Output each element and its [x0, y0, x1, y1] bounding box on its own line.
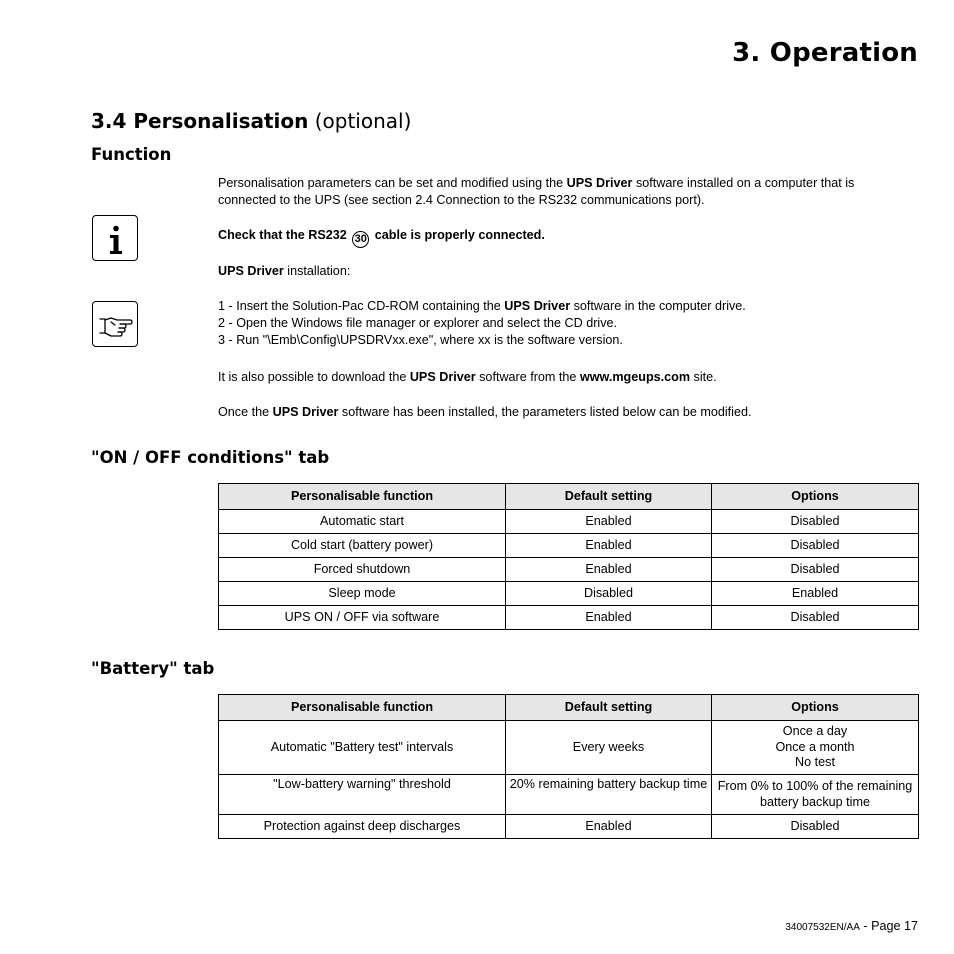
table-row	[219, 721, 919, 775]
section-title-main: 3.4 Personalisation	[91, 109, 309, 133]
step-1: 1 - Insert the Solution-Pac CD-ROM containing the	[218, 299, 505, 313]
table-cell: Enabled	[506, 534, 712, 558]
check-text-cont: cable is properly connected.	[374, 228, 545, 242]
table-cell: 20% remaining battery backup time	[506, 775, 712, 815]
table-cell: Sleep mode	[219, 582, 506, 606]
table-cell: Disabled	[712, 606, 919, 630]
once-bold: UPS Driver	[272, 405, 339, 419]
table-cell: Disabled	[712, 815, 919, 839]
table-row	[219, 606, 919, 630]
table-cell: Enabled	[506, 606, 712, 630]
download-text: It is also possible to download the	[218, 370, 410, 384]
download-text-end: site.	[690, 370, 717, 384]
battery-table	[218, 694, 919, 839]
table-cell: Enabled	[712, 582, 919, 606]
onoff-heading: "ON / OFF conditions" tab	[91, 448, 330, 467]
column-header: Options	[712, 484, 919, 510]
table-cell: Disabled	[506, 582, 712, 606]
info-icon	[92, 215, 138, 261]
intro-paragraph	[218, 175, 854, 209]
page-footer	[785, 919, 918, 933]
table-row	[219, 534, 919, 558]
once-text: Once the	[218, 405, 273, 419]
battery-heading: "Battery" tab	[91, 659, 215, 678]
table-cell: Forced shutdown	[219, 558, 506, 582]
column-header: Options	[712, 695, 919, 721]
install-steps	[218, 298, 746, 349]
reference-number-badge: 30	[352, 231, 369, 248]
table-row	[219, 558, 919, 582]
column-header: Personalisable function	[219, 484, 506, 510]
section-title-optional: (optional)	[314, 109, 412, 133]
table-cell: UPS ON / OFF via software	[219, 606, 506, 630]
table-row	[219, 775, 919, 815]
once-paragraph	[218, 404, 751, 421]
section-title	[91, 109, 411, 133]
intro-bold: UPS Driver	[566, 176, 633, 190]
intro-line2: connected to the UPS (see section 2.4 Connection to the RS232 communications port).	[218, 193, 705, 207]
function-heading: Function	[91, 145, 172, 164]
table-cell: Automatic "Battery test" intervals	[219, 721, 506, 775]
table-cell: Enabled	[506, 558, 712, 582]
table-cell: Automatic start	[219, 510, 506, 534]
chapter-title: 3. Operation	[732, 38, 918, 68]
table-cell: Every weeks	[506, 721, 712, 775]
install-heading	[218, 263, 350, 280]
check-text: Check that the RS232	[218, 228, 347, 242]
step-3: 3 - Run "\Emb\Config\UPSDRVxx.exe", where xx is the software version.	[218, 333, 623, 347]
step-1-cont: software in the computer drive.	[570, 299, 746, 313]
table-cell: Protection against deep discharges	[219, 815, 506, 839]
intro-text-cont: software installed on a computer that is	[632, 176, 855, 190]
intro-text: Personalisation parameters can be set and modified using the	[218, 176, 567, 190]
table-cell: Disabled	[712, 510, 919, 534]
column-header: Default setting	[506, 484, 712, 510]
table-row	[219, 582, 919, 606]
download-text-cont: software from the	[475, 370, 580, 384]
table-cell: Disabled	[712, 558, 919, 582]
table-header-row	[219, 695, 919, 721]
step-1-bold: UPS Driver	[504, 299, 571, 313]
pointing-hand-icon	[92, 301, 138, 347]
table-cell: Once a day Once a month No test	[712, 721, 919, 775]
column-header: Default setting	[506, 695, 712, 721]
table-header-row	[219, 484, 919, 510]
page-number: - Page 17	[859, 919, 918, 933]
table-cell: From 0% to 100% of the remaining battery backup time	[712, 775, 919, 815]
table-cell: "Low-battery warning" threshold	[219, 775, 506, 815]
document-code: 34007532EN/AA	[785, 922, 860, 933]
table-cell: Cold start (battery power)	[219, 534, 506, 558]
table-cell: Enabled	[506, 815, 712, 839]
install-heading-bold: UPS Driver	[218, 264, 284, 278]
website-link[interactable]: www.mgeups.com	[579, 370, 691, 384]
install-heading-text: installation:	[283, 264, 351, 278]
once-text-cont: software has been installed, the parameters listed below can be modified.	[338, 405, 752, 419]
onoff-table	[218, 483, 919, 630]
download-bold: UPS Driver	[409, 370, 476, 384]
table-cell: Enabled	[506, 510, 712, 534]
column-header: Personalisable function	[219, 695, 506, 721]
step-2: 2 - Open the Windows file manager or explorer and select the CD drive.	[218, 316, 617, 330]
table-row	[219, 510, 919, 534]
download-paragraph	[218, 369, 717, 386]
check-paragraph	[218, 227, 545, 248]
table-row	[219, 815, 919, 839]
table-cell: Disabled	[712, 534, 919, 558]
